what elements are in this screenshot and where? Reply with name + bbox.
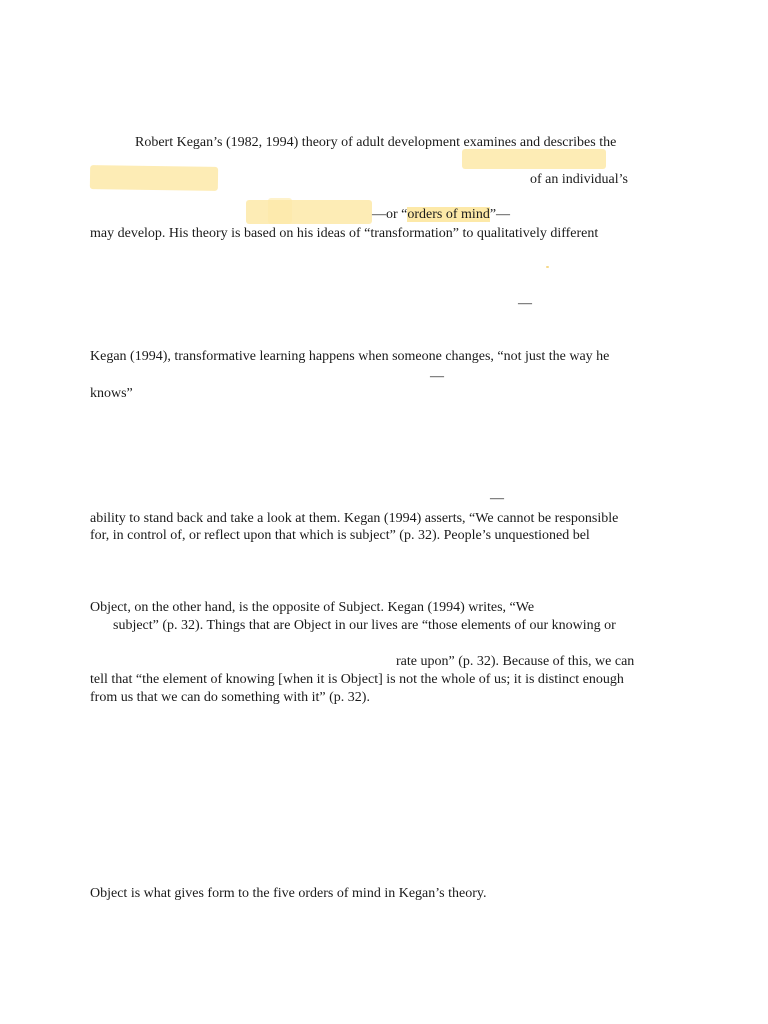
text-line: subject” (p. 32). Things that are Object in our lives are “those elements of our knowing or [113,618,616,633]
text-line: ability to stand back and take a look at them. Kegan (1994) asserts, “We cannot be responsible [90,511,619,526]
highlighted-phrase: orders of mind [407,207,490,222]
text-line: from us that we can do something with it” (p. 32). [90,690,370,705]
text-line: Object is what gives form to the five orders of mind in Kegan’s theory. [90,886,487,901]
highlight-mark [268,198,292,224]
text-line: rate upon” (p. 32). Because of this, we can [396,654,635,669]
text-line: Kegan (1994), transformative learning happens when someone changes, “not just the way he [90,349,610,364]
text-line: of an individual’s [530,172,628,187]
em-dash: — [490,491,504,506]
text-fragment: —or “ [372,207,408,222]
em-dash: — [430,369,444,384]
highlight-mark [90,165,218,191]
highlight-speck [546,266,549,268]
text-line: Object, on the other hand, is the opposite of Subject. Kegan (1994) writes, “We [90,600,535,615]
text-line: may develop. His theory is based on his ideas of “transformation” to qualitatively different [90,226,599,241]
text-line: for, in control of, or reflect upon that which is subject” (p. 32). People’s unquestioned bel [90,528,590,543]
highlight-mark [246,200,372,224]
text-line: tell that “the element of knowing [when it is Object] is not the whole of us; it is distinct enough [90,672,624,687]
text-line: knows” [90,386,133,401]
highlight-mark [462,149,606,169]
text-fragment: ”— [489,207,511,222]
text-line [372,206,510,223]
em-dash: — [518,296,532,311]
text-line: Robert Kegan’s (1982, 1994) theory of adult development examines and describes the [135,135,617,150]
